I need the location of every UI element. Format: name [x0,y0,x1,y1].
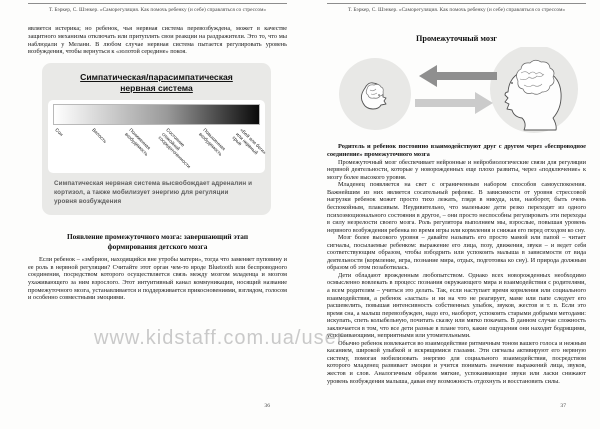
right-page [327,0,586,429]
arousal-label-hypoalert: Пониженная возбудимость [123,128,151,158]
arousal-label-hyperalert: Повышенная возбудимость [197,128,226,158]
page-number: 36 [264,403,270,409]
chapter-heading: Промежуточный мозг [416,34,497,44]
paragraph: Если ребенок – «эмбрион, находящийся вне утробы матери», тогда что заменяет пуповину и ее роль в нервной регуляции? Считайте этот орган чем-то вроде Bluetooth или беспроводного соединения, посредством которого осуществляется связь между мозгом младенца и мозгом ухаживающего за ним взрослого. Этот интуитивный канал коммуникации, носящий название промежуточного мозга, устанавливается и поддерживается прикосновениями, взглядом, голосом и особенно совместными эмоциями. [28,256,287,302]
running-header: Т. Бэркер, С. Шэнкер. «Саморегуляция. Как помочь ребенку (и себе) справляться со стрессом» [347,7,566,13]
arrow-left-icon [419,65,497,87]
arousal-gradient-bar [53,104,260,125]
arousal-label-sleep: Сон [53,128,64,138]
arousal-labels [53,127,267,171]
interbrain-figure [327,47,586,139]
figure-caption: Родитель и ребенок постоянно взаимодействуют друг с другом через «беспроводное соединение» промежуточного мозга [327,143,586,159]
arrow-right-icon [415,92,493,114]
paragraph: Обычно ребенок вовлекается во взаимодействие ритмичным тоном вашего голоса и нежным касанием, широкой улыбкой и искрящимися глазами. Эти сигналы активируют его нервную систему, помогая мобилизовать энергию для социального взаимодействия, посредством которого младенец развивает эмоции и учится понимать значение выражений лица, звуков, жестов и слов. Аналогичным образом мягкие, успокаивающие звуки или ласки снижают уровень возбуждения малыша, давая ему возможность отдохнуть и восстановить силы. [327,339,586,385]
page-number: 37 [560,403,566,409]
diagram-caption: Симпатическая нервная система высвобождает адреналин и кортизол, а также мобилизует энергию для регуляции уровня возбуждения [54,180,253,206]
running-header: Т. Бэркер, С. Шэнкер. «Саморегуляция. Как помочь ребенку (и себе) справляться со стрессом» [48,7,267,13]
paragraph: Промежуточный мозг обеспечивает нейронные и нейробиологические связи для регуляции нервной деятельности, которые у новорожденных еще плохо развиты, через «подключение» к мозгу более высокого уровня. [327,158,586,181]
nervous-system-diagram [42,63,271,216]
arousal-label-drowsy: Вялость [90,128,107,145]
arousal-label-calm-focus: Состояние спокойной сосредоточенности [156,128,191,170]
paragraph: Мозг более высокого уровня – давайте называть его просто мамой или папой – читает сигналы, посылаемые ребенком: выражение его лица, позу, движения, звуки – и ведет себя соответствующим образом, чтобы взбодрить или успокоить малыша в зависимости от вида деятельности (кормление, игра, познание мира, отдых, подготовка ко сну). И природа должным образом об этом позаботилась. [327,234,586,272]
paragraph: Младенец появляется на свет с ограниченным набором способов самоуспокоения. Важнейшим из них является сосательный рефлекс. В зависимости от уровня стрессовой нагрузки ребенок может просто тихо лежать, глядя в никуда, или, наоборот, быть очень беспокойным, плаксивым. Неудивительно, что маленькие дети резко переходят из одного психоэмоционального состояния в другое, – они просто неспособны регулировать эти переходы в силу незрелости своего мозга. Роль регулятора выполняем мы, взрослые, повышая уровень нервного возбуждения ребенка во время игры или кормления и снижая его перед отходом ко сну. [327,181,586,234]
diagram-title: Симпатическая/парасимпатическая нервная система [80,71,233,93]
arousal-label-fight-or-flight: «Бей или беги» или нервный срыв [230,128,267,156]
paragraph: является истерика; но ребенок, чья нервная система перевозбуждена, может в качестве защитного механизма отключать или притуплять свои реакции на раздражители. Это то, что мы наблюдали у Мелани. В любом случае нервная система пытается регулировать уровень возбуждения, чтобы вернуться к «золотой середине» покоя. [28,25,287,56]
left-page [28,0,287,429]
watermark: www.kidstaff.com.ua/user [94,327,345,349]
header-rule [28,3,287,4]
paragraph: Дети обладают врожденным любопытством. Однако всех новорожденных необходимо осмысленно вовлекать в процесс познания окружающего мира и взаимодействия с родителями, а всем родителям – учиться это делать. Так, если наступает время кормления или социального взаимодействия, а ребенок «застыл» и ни на что не реагирует, маме или папе следует его расшевелить, повышая интенсивность собственных улыбок, звуков, жестов и т. п. Если это время сна, а малыш перевозбужден, надо его, наоборот, успокоить старыми добрыми методами: искупать, спеть колыбельную, почитать сказку или мягко покачать. В данном случае сложность заключается в том, что все дети разные в плане того, какие ощущения они находят бодрящими, успокаивающими, неприятными или утомительными. [327,271,586,340]
header-rule [327,3,586,4]
arousal-scale-panel [48,100,265,173]
section-heading: Появление промежуточного мозга: завершающий этап формирования детского мозга [66,232,249,251]
